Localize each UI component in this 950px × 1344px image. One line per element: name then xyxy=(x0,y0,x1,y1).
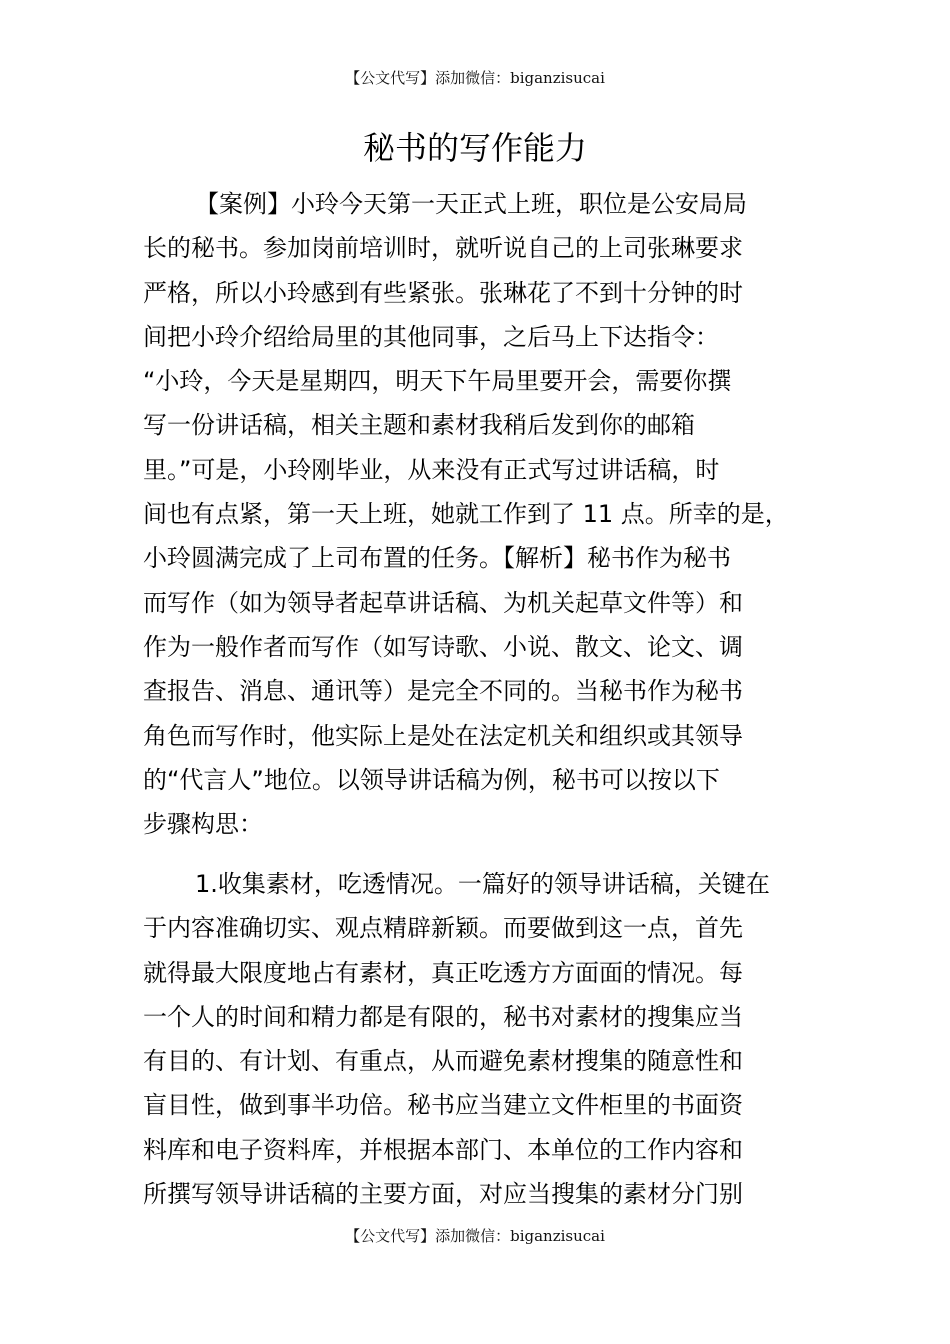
paragraph-line: 于内容准确切实、观点精辟新颖。而要做到这一点，首先 xyxy=(143,914,743,943)
paragraph-line: “小玲，今天是星期四，明天下午局里要开会，需要你撰 xyxy=(143,367,732,396)
paragraph-line: 间也有点紧，第一天上班，她就工作到了 11 点。所幸的是， xyxy=(143,500,789,529)
footer-watermark-note: 【公文代写】添加微信：biganzisucai xyxy=(345,1227,605,1245)
paragraph-line: 所撰写领导讲话稿的主要方面，对应当搜集的素材分门别 xyxy=(143,1180,743,1209)
paragraph-line: 料库和电子资料库，并根据本部门、本单位的工作内容和 xyxy=(143,1135,743,1164)
paragraph-line: 而写作（如为领导者起草讲话稿、为机关起草文件等）和 xyxy=(143,588,743,617)
paragraph-line: 角色而写作时，他实际上是处在法定机关和组织或其领导 xyxy=(143,721,743,750)
paragraph-line: 就得最大限度地占有素材，真正吃透方方面面的情况。每 xyxy=(143,958,743,987)
paragraph-line: 1.收集素材，吃透情况。一篇好的领导讲话稿，关键在 xyxy=(195,870,770,898)
paragraph-line: 步骤构思： xyxy=(143,810,263,839)
paragraph-line: 写一份讲话稿，相关主题和素材我稍后发到你的邮箱 xyxy=(143,411,695,440)
paragraph-line: 间把小玲介绍给局里的其他同事，之后马上下达指令： xyxy=(143,322,719,351)
paragraph-line: 有目的、有计划、有重点，从而避免素材搜集的随意性和 xyxy=(143,1047,743,1076)
paragraph-line: 的“代言人”地位。以领导讲话稿为例，秘书可以按以下 xyxy=(143,765,720,794)
paragraph-line: 盲目性，做到事半功倍。秘书应当建立文件柜里的书面资 xyxy=(143,1091,743,1120)
paragraph-line: 【案例】小玲今天第一天正式上班，职位是公安局局 xyxy=(195,190,747,218)
header-watermark-note: 【公文代写】添加微信：biganzisucai xyxy=(345,69,605,87)
paragraph-line: 查报告、消息、通讯等）是完全不同的。当秘书作为秘书 xyxy=(143,677,743,706)
paragraph-case-analysis xyxy=(143,182,843,846)
paragraph-line: 作为一般作者而写作（如写诗歌、小说、散文、论文、调 xyxy=(143,632,743,661)
paragraph-line: 小玲圆满完成了上司布置的任务。【解析】秘书作为秘书 xyxy=(143,544,731,573)
paragraph-line: 长的秘书。参加岗前培训时，就听说自己的上司张琳要求 xyxy=(143,234,743,263)
paragraph-line: 严格，所以小玲感到有些紧张。张琳花了不到十分钟的时 xyxy=(143,278,743,307)
document-title: 秘书的写作能力 xyxy=(362,129,587,167)
paragraph-step-one xyxy=(143,862,843,1216)
paragraph-line: 一个人的时间和精力都是有限的，秘书对素材的搜集应当 xyxy=(143,1002,743,1031)
paragraph-line: 里。”可是，小玲刚毕业，从来没有正式写过讲话稿，时 xyxy=(143,455,720,484)
